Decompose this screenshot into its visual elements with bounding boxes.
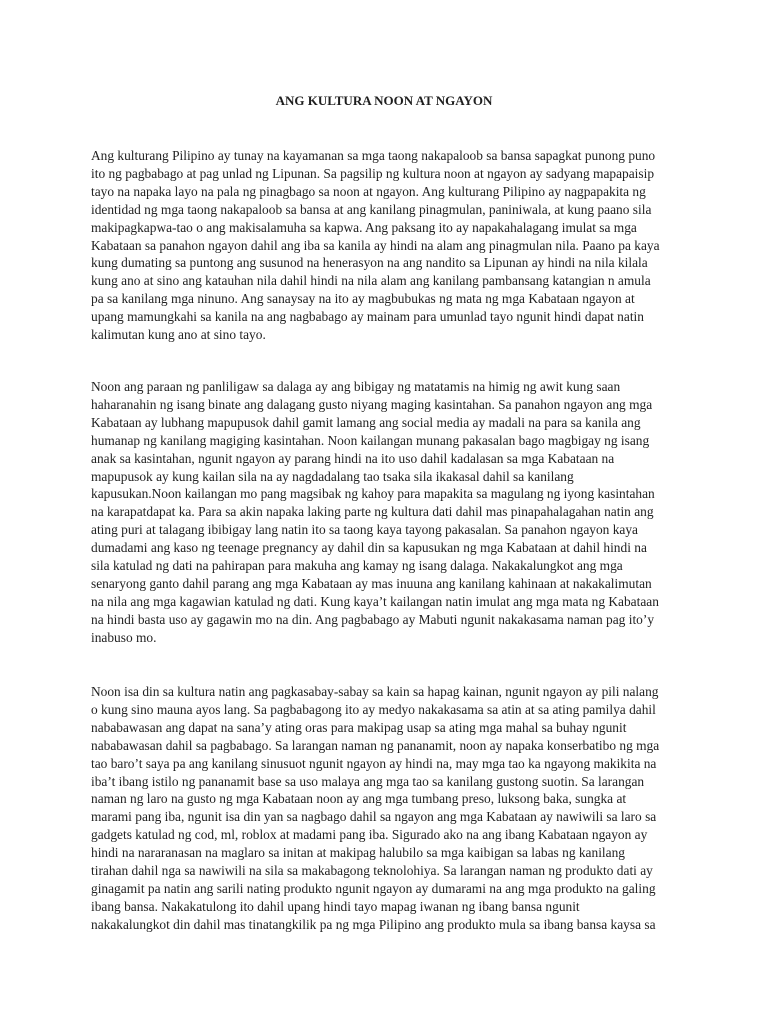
- paragraph-2: Noon ang paraan ng panliligaw sa dalaga ay ang bibigay ng matatamis na himig ng awit kung saan haharanahin ng isang binate ang dalagang gusto niyang maging kasintahan. Sa panahon ngayon ang mga Kabataan ay lubhang mapupusok dahil gamit lamang ang social media ay madali na para sa kanila ang humanap ng kanilang magiging kasintahan. Noon kailangan munang pakasalan bago magbigay ng isang anak sa kasintahan, ngunit ngayon ay parang hindi na ito uso dahil kadalasan sa mga Kabataan na mapupusok ay kung kailan sila na ay nagdadalang tao tsaka sila ikakasal dahil sa kanilang kapusukan.Noon kailangan mo pang magsibak ng kahoy para mapakita sa magulang ng iyong kasintahan na karapatdapat ka. Para sa akin napaka laking parte ng kultura dati dahil mas pinapahalagahan natin ang ating puri at talagang ibibigay lang natin ito sa taong kaya tayong pakasalan. Sa panahon ngayon kaya dumadami ang kaso ng teenage pregnancy ay dahil din sa kapusukan ng mga Kabataan at dahil hindi na sila katulad ng dati na pahirapan para makuha ang kamay ng isang dalaga. Nakakalungkot ang mga senaryong ganto dahil parang ang mga Kabataan ay mas inuuna ang kanilang kahinaan at nakakalimutan na nila ang mga kagawian katulad ng dati. Kung kaya’t kailangan natin imulat ang mga mata ng Kabataan na hindi basta uso ay gagawin mo na din. Ang pagbabago ay Mabuti ngunit nakakasama naman pag ito’y inabuso mo.: [91, 379, 659, 645]
- page-title: ANG KULTURA NOON AT NGAYON: [275, 93, 493, 108]
- paragraph-3: Noon isa din sa kultura natin ang pagkasabay-sabay sa kain sa hapag kainan, ngunit ngayon ay pili nalang o kung sino mauna ayos lang. Sa pagbabagong ito ay medyo nakakasama sa atin at sa ating pamilya dahil nababawasan ang dapat na sana’y ating oras para makipag usap sa ating mga mahal sa buhay ngunit nababawasan dahil sa pagbabago. Sa larangan naman ng pananamit, noon ay napaka konserbatibo ng mga tao baro’t saya pa ang kanilang sinusuot ngunit ngayon ay hindi na, may mga tao ka ngayong makikita na iba’t ibang istilo ng pananamit base sa uso malaya ang mga tao sa kanilang gustong suotin. Sa larangan naman ng laro na gusto ng mga Kabataan noon ay ang mga tumbang preso, luksong baka, sungka at marami pang iba, ngunit isa din yan sa nagbago dahil sa ngayon ang mga Kabataan ay nawiwili sa laro sa gadgets katulad ng cod, ml, roblox at madami pang iba. Sigurado ako na ang ibang Kabataan ngayon ay hindi na nararanasan na maglaro sa initan at makipag halubilo sa mga kaibigan sa labas ng kanilang tirahan dahil nga sa nawiwili na sila sa makabagong teknolohiya. Sa larangan naman ng produkto dati ay ginagamit pa natin ang sarili nating produkto ngunit ngayon ay dumarami na ang mga produkto na galing ibang bansa. Nakakatulong ito dahil upang hindi tayo mapag iwanan ng ibang bansa ngunit nakakalungkot din dahil mas tinatangkilik pa ng mga Pilipino ang produkto mula sa ibang bansa kaysa sa: [91, 684, 660, 932]
- paragraph-1: Ang kulturang Pilipino ay tunay na kayamanan sa mga taong nakapaloob sa bansa sapagkat punong puno ito ng pagbabago at pag unlad ng Lipunan. Sa pagsilip ng kultura noon at ngayon ay sadyang mapapaisip tayo na napaka layo na pala ng pinagbago sa noon at ngayon. Ang kulturang Pilipino ay nagpapakita ng identidad ng mga taong nakapaloob sa bansa at ang kanilang pinagmulan, paniniwala, at kung paano sila makipagkapwa-tao o ang makisalamuha sa kapwa. Ang paksang ito ay napakahalagang imulat sa mga Kabataan sa panahon ngayon dahil ang iba sa kanila ay hindi na alam ang pinagmulan nila. Paano pa kaya kung dumating sa puntong ang susunod na henerasyon na ang nandito sa Lipunan ay hindi na nila kilala kung ano at sino ang katauhan nila dahil hindi na nila alam ang kanilang pambansang katangian n amula pa sa kanilang mga ninuno. Ang sanaysay na ito ay magbubukas ng mata ng mga Kabataan ngayon at upang mamungkahi sa kanila na ang nagbabago ay mainam para umunlad tayo ngunit hindi dapat natin kalimutan kung ano at sino tayo.: [91, 148, 660, 343]
